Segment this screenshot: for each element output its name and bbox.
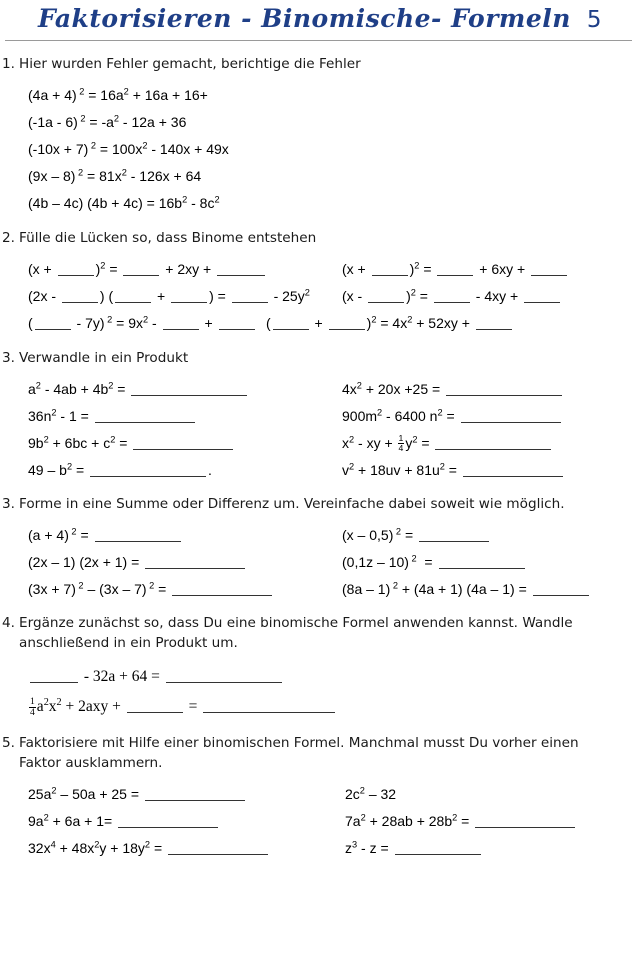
section-4 <box>0 613 640 722</box>
exercise-row <box>0 109 640 136</box>
section-3 <box>0 348 640 484</box>
exercise-left: $a^2 - 4ab + 4b^2$ = <box>28 376 249 403</box>
fraction-one-quarter: $\frac{1}{4}$ <box>30 695 35 718</box>
page-header <box>0 0 640 48</box>
exercise-left: $\frac{1}{4}$ $a^2x^2 + 2axy$ + = <box>28 692 337 722</box>
exercise-row <box>0 403 640 430</box>
section-3b-rows <box>0 522 640 603</box>
section-5 <box>0 733 640 862</box>
section-1-heading-text: Hier wurden Fehler gemacht, berichtige die Fehler <box>19 56 361 72</box>
answer-blank[interactable] <box>461 411 561 423</box>
exercise-right: $7a^2 + 28ab + 28b^2$ = <box>345 808 577 835</box>
answer-blank[interactable] <box>372 264 408 276</box>
answer-blank[interactable] <box>533 584 589 596</box>
answer-blank[interactable] <box>95 530 181 542</box>
fraction-one-quarter: $\frac{1}{4}$ <box>398 433 404 454</box>
exercise-left: $32x^4 + 48x^2y + 18y^2$ = <box>28 835 270 862</box>
section-5-heading <box>0 733 640 773</box>
answer-blank[interactable] <box>123 264 159 276</box>
exercise-left: (4b – 4c) $(4b + 4c) = 16b^2 - 8c^2$ <box>28 194 220 211</box>
answer-blank[interactable] <box>435 438 551 450</box>
section-3b-heading-text: Forme in eine Summe oder Differenz um. Vereinfache dabei soweit wie möglich. <box>19 496 565 512</box>
exercise-left: - 32a + 64 = <box>28 662 284 692</box>
section-5-rows <box>0 781 640 862</box>
answer-blank[interactable] <box>437 264 473 276</box>
section-4-heading-text: Ergänze zunächst so, dass Du eine binomische Formel anwenden kannst. Wandle anschließend in ein Produkt um. <box>19 615 573 651</box>
exercise-left: $36n^2 - 1$ = <box>28 403 197 430</box>
page-number: 5 <box>586 7 603 33</box>
exercise-row <box>0 82 640 109</box>
answer-blank[interactable] <box>273 318 309 330</box>
exercise-row <box>0 692 640 722</box>
answer-blank[interactable] <box>395 843 481 855</box>
exercise-right: (8a – 1) $^2$ + (4a + 1) (4a – 1) = <box>342 576 591 603</box>
answer-blank[interactable] <box>171 291 207 303</box>
section-5-number: 5. <box>2 735 15 751</box>
exercise-left: (2x – 1) (2x + 1) = <box>28 549 247 576</box>
section-1-number: 1. <box>2 56 15 72</box>
section-3b <box>0 494 640 603</box>
header-divider <box>5 40 632 41</box>
exercise-right: $2c^2 - 32$ <box>345 785 397 802</box>
answer-blank[interactable] <box>131 384 247 396</box>
exercise-right: (x – 0,5) $^2$ = <box>342 522 491 549</box>
answer-blank[interactable] <box>219 318 255 330</box>
exercise-row <box>0 430 640 457</box>
exercise-left: $9a^2 + 6a + 1=$ <box>28 808 220 835</box>
section-1-rows <box>0 82 640 217</box>
exercise-left: $25a^2 - 50a + 25$ = <box>28 781 247 808</box>
answer-blank[interactable] <box>58 264 94 276</box>
exercise-row <box>0 781 640 808</box>
exercise-left: (4a + 4) $^2 = 16a^2 + 16a + 16+$ <box>28 86 208 103</box>
section-5-heading-text: Faktorisiere mit Hilfe einer binomischen Formel. Manchmal musst Du vorher einen Faktor ausklammern. <box>19 735 579 771</box>
exercise-right: $4x^2 + 20x +25$ = <box>342 376 564 403</box>
exercise-left: $(x + )^2$ = + 2xy + <box>28 256 267 283</box>
answer-blank[interactable] <box>172 584 272 596</box>
section-3b-heading <box>0 494 640 514</box>
section-2-rows <box>0 256 640 337</box>
exercise-row <box>0 256 640 283</box>
section-2-heading-text: Fülle die Lücken so, dass Binome entstehen <box>19 230 317 246</box>
answer-blank[interactable] <box>30 671 78 683</box>
answer-blank[interactable] <box>95 411 195 423</box>
answer-blank[interactable] <box>217 264 265 276</box>
answer-blank[interactable] <box>118 816 218 828</box>
section-3b-number: 3. <box>2 496 15 512</box>
answer-blank[interactable] <box>62 291 98 303</box>
answer-blank[interactable] <box>476 318 512 330</box>
answer-blank[interactable] <box>203 701 335 713</box>
answer-blank[interactable] <box>115 291 151 303</box>
exercise-left: (9x – 8) $^2 = 81x^2 - 126x + 64$ <box>28 167 202 184</box>
exercise-row <box>0 163 640 190</box>
exercise-row <box>0 310 640 337</box>
exercise-row <box>0 136 640 163</box>
answer-blank[interactable] <box>163 318 199 330</box>
answer-blank[interactable] <box>475 816 575 828</box>
answer-blank[interactable] <box>524 291 560 303</box>
section-3-heading <box>0 348 640 368</box>
exercise-row <box>0 522 640 549</box>
exercise-right: (0,1z – 10) $^2$ = <box>342 549 527 576</box>
answer-blank[interactable] <box>446 384 562 396</box>
exercise-left: ( - 7y) $^2 = 9x^2$ - + <box>28 310 257 337</box>
exercise-row <box>0 549 640 576</box>
section-4-heading <box>0 613 640 653</box>
exercise-left: (-1a - 6) $^2 = -a^2 - 12a + 36$ <box>28 113 187 130</box>
exercise-left: $49 - b^2$ = . <box>28 461 212 478</box>
answer-blank[interactable] <box>168 843 268 855</box>
section-1 <box>0 54 640 217</box>
exercise-row <box>0 576 640 603</box>
exercise-left: (-10x + 7) $^2 = 100x^2 - 140x + 49x$ <box>28 140 229 157</box>
section-2 <box>0 228 640 337</box>
exercise-row <box>0 835 640 862</box>
exercise-row <box>0 662 640 692</box>
answer-blank[interactable] <box>439 557 525 569</box>
answer-blank[interactable] <box>368 291 404 303</box>
answer-blank[interactable] <box>419 530 489 542</box>
exercise-right: $(x + )^2$ = + 6xy + <box>342 256 569 283</box>
answer-blank[interactable] <box>434 291 470 303</box>
exercise-right: ( + )$^2 = 4x^2 + 52xy$ + <box>266 310 514 337</box>
section-1-heading <box>0 54 640 74</box>
answer-blank[interactable] <box>127 701 183 713</box>
answer-blank[interactable] <box>133 438 233 450</box>
exercise-right: $900m^2 - 6400$ $n^2$ = <box>342 403 563 430</box>
answer-blank[interactable] <box>145 789 245 801</box>
page-title <box>0 4 640 33</box>
exercise-row <box>0 283 640 310</box>
exercise-left: (3x + 7) $^2$ – (3x – 7) $^2$ = <box>28 576 274 603</box>
exercise-row <box>0 457 640 484</box>
exercise-left: (a + 4) $^2$ = <box>28 522 183 549</box>
exercise-row <box>0 190 640 217</box>
exercise-row <box>0 376 640 403</box>
exercise-row <box>0 808 640 835</box>
section-4-number: 4. <box>2 615 15 631</box>
answer-blank[interactable] <box>145 557 245 569</box>
section-2-number: 2. <box>2 230 15 246</box>
answer-blank[interactable] <box>232 291 268 303</box>
answer-blank[interactable] <box>90 465 206 477</box>
exercise-right: (x - )$^2$ = - 4xy + <box>342 283 562 310</box>
page-title-text: Faktorisieren - Binomische- Formeln <box>37 4 571 33</box>
section-3-rows <box>0 376 640 484</box>
answer-blank[interactable] <box>35 318 71 330</box>
section-3-number: 3. <box>2 350 15 366</box>
exercise-right: $x^2$ - xy + $\frac{1}{4}$ $y^2$ = <box>342 430 553 457</box>
answer-blank[interactable] <box>166 671 282 683</box>
answer-blank[interactable] <box>531 264 567 276</box>
exercise-left: (2x - ) ( + ) = - $25y^2$ <box>28 287 310 304</box>
section-3-heading-text: Verwandle in ein Produkt <box>19 350 189 366</box>
section-4-rows <box>0 662 640 722</box>
exercise-right: $v^2 + 18uv + 81u^2$ = <box>342 457 565 484</box>
exercise-left: $9b^2 + 6bc + c^2$ = <box>28 430 235 457</box>
answer-blank[interactable] <box>463 465 563 477</box>
section-2-heading <box>0 228 640 248</box>
answer-blank[interactable] <box>329 318 365 330</box>
exercise-right: $z^3$ - z = <box>345 835 483 862</box>
